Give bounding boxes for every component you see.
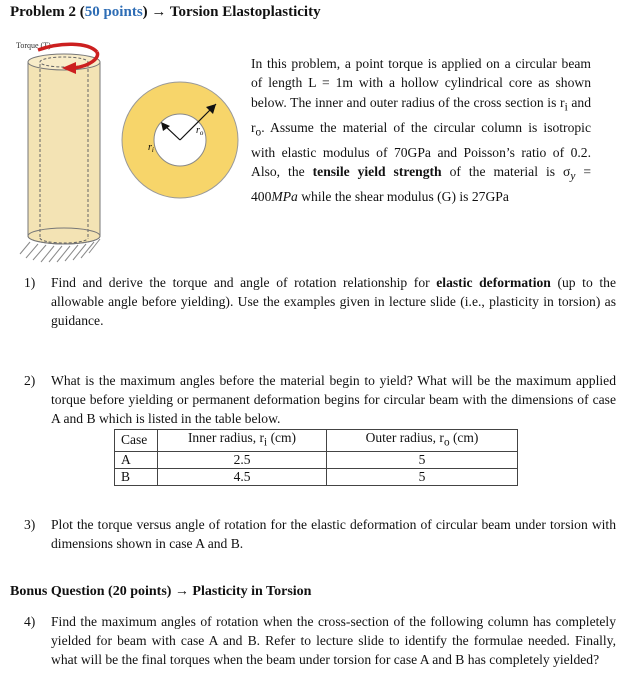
- question-text: Find the maximum angles of rotation when the cross-section of the following column has completely yielded for beam with case A and B. Refer to lecture slide to identify the formulae needed. Finally, what will be the final torques when the beam under torsion for case A and B has completely yielded?: [51, 614, 616, 667]
- cell-case: A: [115, 451, 158, 468]
- cell-case: B: [115, 468, 158, 485]
- table-header: [115, 430, 518, 452]
- cylinder-body: [28, 62, 100, 244]
- intro-paragraph: In this problem, a point torque is applied on a circular beam of length L = 1m with a hollow cylindrical core as shown below. The inner and outer radius of the cross section is $r_i$ and $r_o$. Assume the material of the circular column is isotropic with elastic modulus of 70GPa and Poisson’s ratio of 0.2. Also, the tensile yield strength of the material is $\sigma_y = 400MPa$ while the shear modulus (G) is 27GPa: [251, 56, 592, 204]
- cell-inner: 4.5: [158, 468, 327, 485]
- ri-label: $r_i$: [148, 142, 154, 154]
- torque-arrow-top: [38, 44, 97, 52]
- points-label: 50 points: [84, 4, 143, 20]
- cell-inner: 2.5: [158, 451, 327, 468]
- problem-title: Problem 2 (50 points) → Torsion Elastoplasticity: [10, 4, 321, 20]
- header-outer: Outer radius, $r_o$ (cm): [327, 430, 518, 452]
- question-text: Plot the torque versus angle of rotation for the elastic deformation of circular beam under torsion with dimensions shown in case A and B.: [51, 517, 616, 551]
- question-text: What is the maximum angles before the material begin to yield? What will be the maximum applied torque before yielding or permanent deformation begins for circular beam with the dimensions of case A and B which is listed in the table below.: [51, 373, 616, 426]
- header-inner: Inner radius, $r_i$ (cm): [158, 430, 327, 452]
- question-number: 1): [24, 275, 36, 290]
- question-number: 2): [24, 373, 36, 388]
- question-text: Find and derive the torque and angle of rotation relationship for elastic deformation (up to the allowable angle before yielding). Use the examples given in lecture slide (i.e., plasticity in torsion) as guidance.: [51, 275, 616, 328]
- dimensions-table: [114, 429, 518, 486]
- cylinder-figure: [20, 44, 100, 262]
- cross-section-figure: [122, 82, 238, 198]
- cell-outer: 5: [327, 451, 518, 468]
- table-row: [115, 451, 518, 468]
- torque-label: Torque (T): [16, 41, 51, 50]
- question-number: 4): [24, 614, 36, 629]
- figure: [0, 0, 250, 270]
- table-row: [115, 468, 518, 485]
- question-number: 3): [24, 517, 36, 532]
- cell-outer: 5: [327, 468, 518, 485]
- header-case: Case: [115, 430, 158, 452]
- ro-label: $r_o$: [196, 125, 204, 137]
- bonus-title: Bonus Question (20 points) → Plasticity in Torsion: [10, 584, 312, 599]
